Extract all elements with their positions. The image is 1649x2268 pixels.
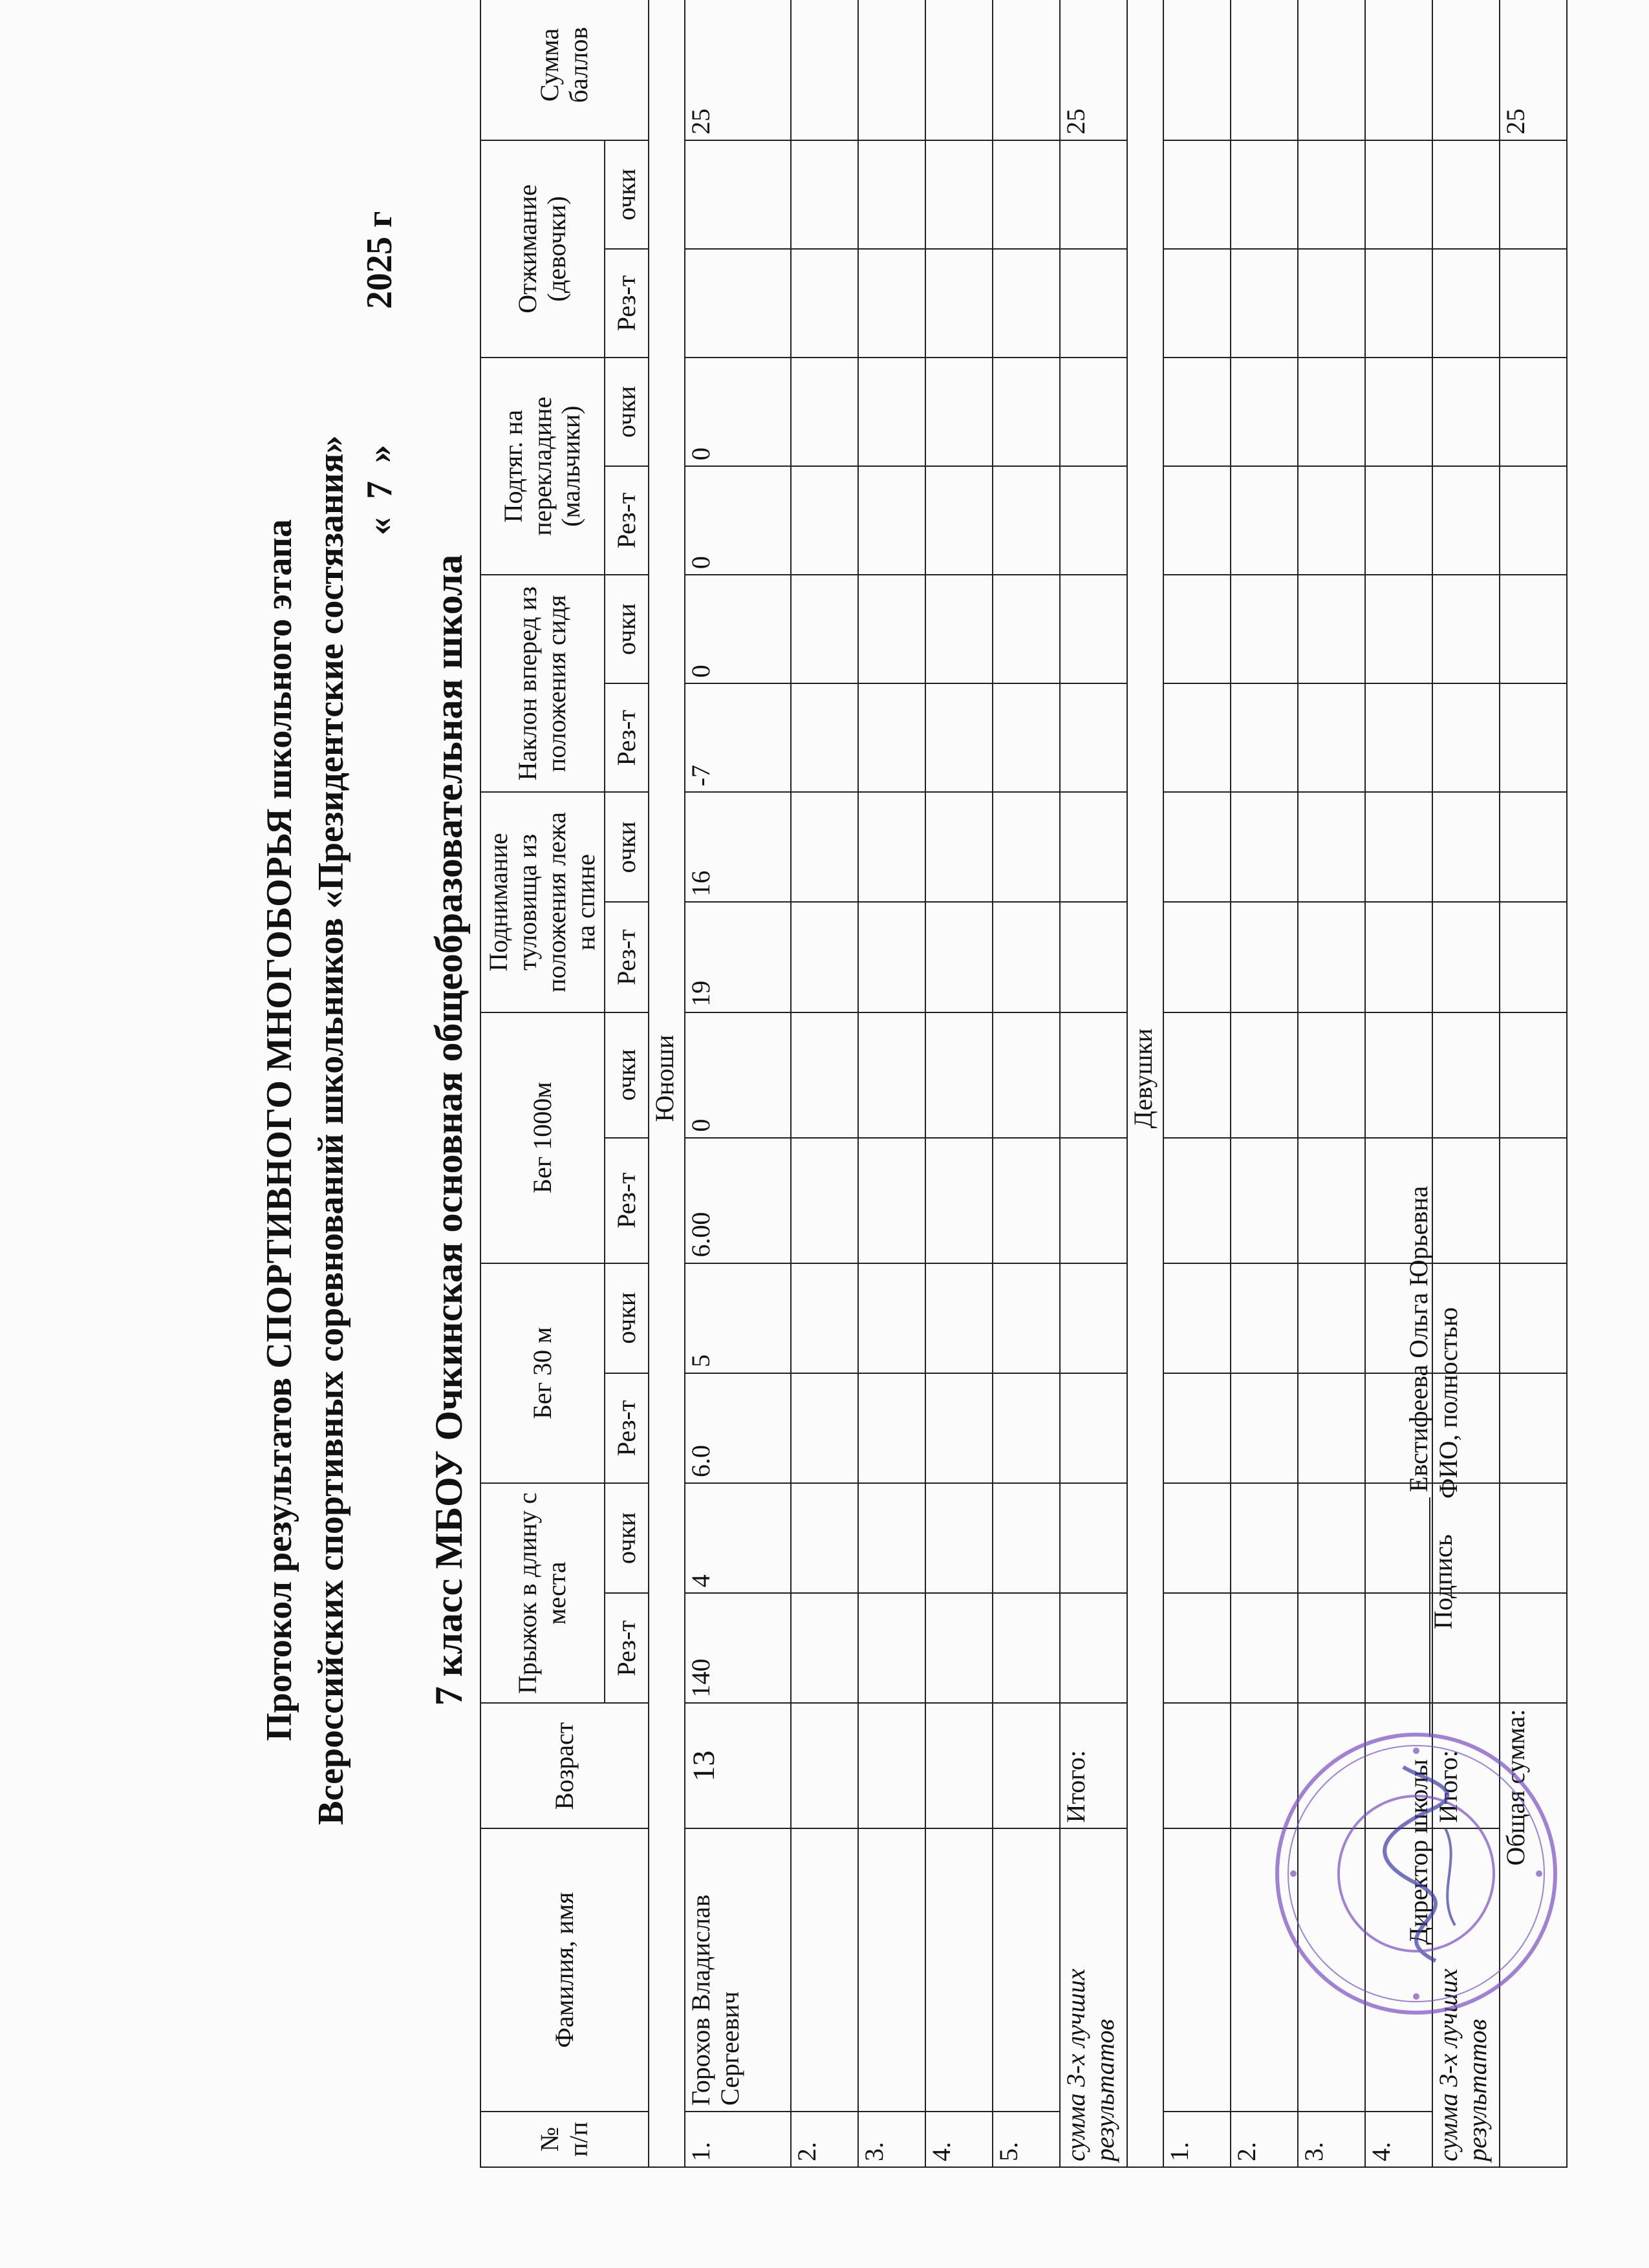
col-pushups-res: Рез-т (605, 249, 649, 358)
pullups-points: 0 (685, 358, 791, 466)
col-sum: Сумма баллов (480, 0, 649, 140)
boys-best3-label: сумма 3-х лучших результатов (1060, 1828, 1127, 2167)
table-row (993, 0, 1060, 2167)
bend-points: 0 (685, 575, 791, 683)
protocol-title: Протокол результатов СПОРТИВНОГО МНОГОБОРЬЯ школьного этапа (259, 519, 299, 1741)
col-jump-pts: очки (605, 1483, 649, 1593)
table-row (1163, 0, 1231, 2167)
protocol-date-day: « 7 » (360, 445, 400, 535)
fio-caption: ФИО, полностью (1434, 1307, 1463, 1499)
row-num: 1. (1163, 2112, 1231, 2167)
pushups-points (685, 140, 791, 249)
protocol-subtitle: Всероссийских спортивных соревнований школьников «Президентские состязания» (311, 435, 351, 1825)
girls-best3-label: сумма 3-х лучших результатов (1432, 1828, 1500, 2167)
col-bend: Наклон вперед из положения сидя (480, 575, 605, 792)
col-pushups-pts: очки (605, 140, 649, 249)
jump-points: 4 (685, 1483, 791, 1593)
table-row (685, 0, 791, 2167)
row-num: 3. (1298, 2112, 1365, 2167)
run1000-result: 6.00 (685, 1138, 791, 1263)
director-label: Директор школы (1404, 1759, 1433, 1945)
school-class-line: 7 класс МБОУ Очкинская основная общеобразовательная школа (427, 554, 470, 1706)
col-bend-res: Рез-т (605, 683, 649, 792)
section-girls (1127, 0, 1163, 2167)
boys-total-label: Итого: (1060, 1703, 1127, 1828)
row-num: 4. (1365, 2112, 1432, 2167)
row-name: Горохов Владислав Сергеевич (685, 1828, 791, 2111)
protocol-date-year: 2025 г (360, 211, 400, 309)
signature-caption: Подпись (1428, 1534, 1458, 1629)
run30-points: 5 (685, 1263, 791, 1373)
girls-total-label: Итого: (1432, 1703, 1500, 1828)
table-row (925, 0, 993, 2167)
row-age: 13 (685, 1703, 791, 1828)
section-girls-label: Девушки (1127, 0, 1163, 2167)
col-run1000-pts: очки (605, 1012, 649, 1138)
row-num: 4. (925, 2112, 993, 2167)
table-row (791, 0, 858, 2167)
col-situps: Поднимание туловища из положения лежа на спине (480, 792, 605, 1012)
col-run30-pts: очки (605, 1263, 649, 1373)
col-num: № п/п (480, 2112, 649, 2167)
school-stamp-icon (1267, 1725, 1565, 2022)
pullups-result: 0 (685, 466, 791, 575)
row-num: 1. (685, 2112, 791, 2167)
boys-total-sum: 25 (1060, 0, 1127, 140)
grand-total-label: Общая сумма: (1500, 1703, 1567, 2167)
col-pullups: Подтяг. на перекладине (мальчики) (480, 358, 605, 575)
col-jump-res: Рез-т (605, 1593, 649, 1703)
header-row (480, 0, 605, 2167)
table-row (858, 0, 925, 2167)
col-jump: Прыжок в длину с места (480, 1483, 605, 1703)
col-bend-pts: очки (605, 575, 649, 683)
col-run30-res: Рез-т (605, 1373, 649, 1483)
col-age: Возраст (480, 1703, 649, 1828)
col-pullups-res: Рез-т (605, 466, 649, 575)
row-num: 2. (791, 2112, 858, 2167)
situps-result: 19 (685, 903, 791, 1012)
pushups-result (685, 249, 791, 358)
director-name: Евстифеева Ольга Юрьевна (1404, 1186, 1433, 1492)
row-sum: 25 (685, 0, 791, 140)
row-num: 5. (993, 2112, 1060, 2167)
row-num: 2. (1231, 2112, 1298, 2167)
col-run1000: Бег 1000м (480, 1012, 605, 1263)
run1000-points: 0 (685, 1012, 791, 1138)
grand-total-value: 25 (1500, 0, 1567, 140)
col-situps-res: Рез-т (605, 903, 649, 1012)
col-pullups-pts: очки (605, 358, 649, 466)
bend-result: -7 (685, 683, 791, 792)
boys-total-row (1060, 0, 1127, 2167)
section-boys-label: Юноши (649, 0, 685, 2167)
col-run30: Бег 30 м (480, 1263, 605, 1483)
section-boys (649, 0, 685, 2167)
col-pushups: Отжимание (девочки) (480, 140, 605, 358)
col-run1000-res: Рез-т (605, 1138, 649, 1263)
situps-points: 16 (685, 792, 791, 902)
col-name: Фамилия, имя (480, 1828, 649, 2111)
jump-result: 140 (685, 1593, 791, 1703)
run30-result: 6.0 (685, 1373, 791, 1483)
col-situps-pts: очки (605, 792, 649, 902)
row-num: 3. (858, 2112, 925, 2167)
